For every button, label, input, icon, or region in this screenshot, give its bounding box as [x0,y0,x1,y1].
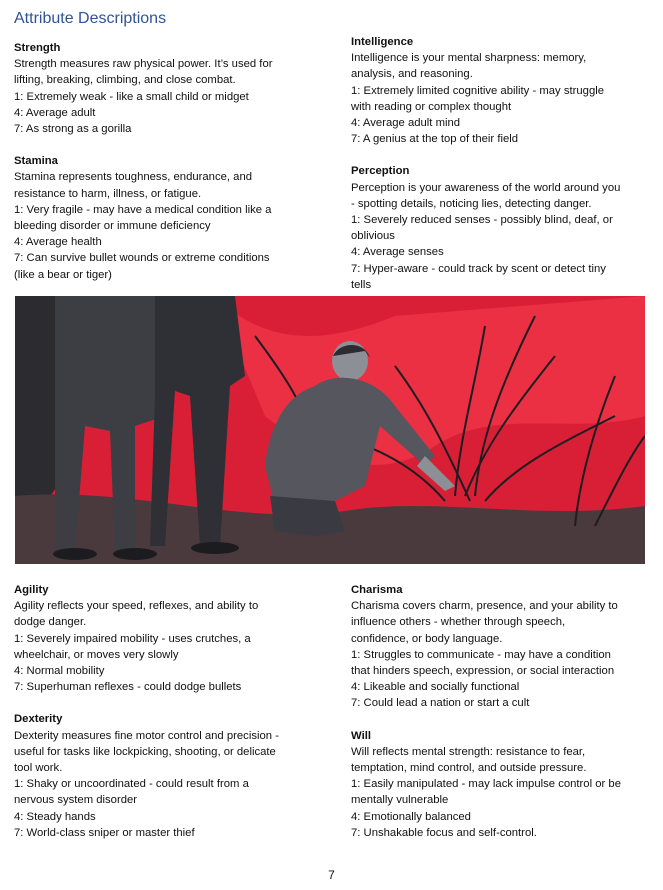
attribute-line: 7: World-class sniper or master thief [14,826,195,839]
attribute-line: analysis, and reasoning. [351,68,473,81]
illustration-investigators-red-grass [15,296,645,564]
attribute-line: 1: Extremely limited cognitive ability - may struggle [351,84,605,97]
attribute-line: Dexterity measures fine motor control and precision - [14,729,279,742]
attribute-line: - spotting details, noticing lies, detecting danger. [351,197,592,210]
attribute-line: 7: Hyper-aware - could track by scent or detect tiny [351,262,606,275]
attribute-line: temptation, mind control, and outside pressure. [351,762,587,775]
attribute-line: 7: As strong as a gorilla [14,123,132,136]
attribute-line: Intelligence is your mental sharpness: memory, [351,52,587,65]
attribute-line: dodge danger. [14,616,87,629]
attribute-line: Perception is your awareness of the world around you [351,181,621,194]
attribute-line: Strength measures raw physical power. It’s used for [14,58,273,71]
page-number: 7 [328,868,335,882]
attribute-line: 7: Could lead a nation or start a cult [351,697,530,710]
attribute-name: Agility [14,584,49,596]
attribute-name: Perception [351,165,410,178]
attribute-line: 4: Steady hands [14,810,96,823]
attribute-line: 1: Very fragile - may have a medical condition like a [14,203,272,216]
attribute-line: oblivious [351,230,395,243]
attribute-line: (like a bear or tiger) [14,268,112,281]
attribute-line: Stamina represents toughness, endurance, and [14,171,253,184]
right-column-bottom [351,582,651,857]
attribute-line: 4: Emotionally balanced [351,810,471,823]
attribute-line: 4: Average senses [351,246,444,259]
left-column-top [14,40,314,299]
attribute-name: Stamina [14,155,58,168]
attribute-line: 4: Normal mobility [14,665,105,678]
attribute-line: 7: Can survive bullet wounds or extreme conditions [14,252,270,265]
attribute-line: confidence, or body language. [351,632,503,645]
attribute-charisma [351,582,651,712]
attribute-line: resistance to harm, illness, or fatigue. [14,187,202,200]
attribute-line: Agility reflects your speed, reflexes, and ability to [14,600,259,613]
attribute-line: 4: Average adult mind [351,117,461,130]
attribute-line: 1: Struggles to communicate - may have a condition [351,648,611,661]
attribute-line: 1: Severely impaired mobility - uses crutches, a [14,632,251,645]
right-column-top [351,34,651,309]
attribute-dexterity [14,711,314,841]
attribute-line: 7: Unshakable focus and self-control. [351,826,537,839]
attribute-line: useful for tasks like lockpicking, shooting, or delicate [14,745,276,758]
attribute-stamina [14,153,314,283]
attribute-line: mentally vulnerable [351,794,449,807]
attribute-name: Will [351,729,371,742]
attribute-line: Will reflects mental strength: resistance to fear, [351,745,586,758]
attribute-name: Charisma [351,584,403,596]
attribute-line: that hinders speech, expression, or social interaction [351,665,615,678]
left-column-bottom [14,582,314,857]
attribute-agility [14,582,314,695]
attribute-line: tool work. [14,762,63,775]
attribute-line: 1: Shaky or uncoordinated - could result from a [14,778,249,791]
attribute-line: 7: A genius at the top of their field [351,133,519,146]
attribute-line: Charisma covers charm, presence, and your ability to [351,600,618,613]
attribute-intelligence [351,34,651,147]
attribute-line: 4: Average health [14,236,102,249]
attribute-line: 1: Extremely weak - like a small child or midget [14,90,249,103]
attribute-line: with reading or complex thought [351,100,512,113]
attribute-name: Strength [14,42,61,54]
attribute-line: 1: Severely reduced senses - possibly blind, deaf, or [351,214,613,227]
attribute-line: bleeding disorder or immune deficiency [14,220,211,233]
attribute-line: tells [351,278,372,291]
attribute-line: 4: Likeable and socially functional [351,681,520,694]
attribute-name: Intelligence [351,36,414,48]
attribute-will [351,728,651,841]
attribute-line: influence others - whether through speech, [351,616,566,629]
attribute-line: nervous system disorder [14,794,138,807]
attribute-line: wheelchair, or moves very slowly [14,648,179,661]
attribute-name: Dexterity [14,713,63,726]
attribute-line: lifting, breaking, climbing, and close combat. [14,74,236,87]
illustration-svg [15,296,645,564]
attribute-strength [14,40,314,137]
attribute-line: 7: Superhuman reflexes - could dodge bullets [14,681,242,694]
attribute-perception [351,163,651,293]
attribute-line: 4: Average adult [14,106,96,119]
page-title: Attribute Descriptions [14,10,167,27]
attribute-line: 1: Easily manipulated - may lack impulse control or be [351,778,621,791]
